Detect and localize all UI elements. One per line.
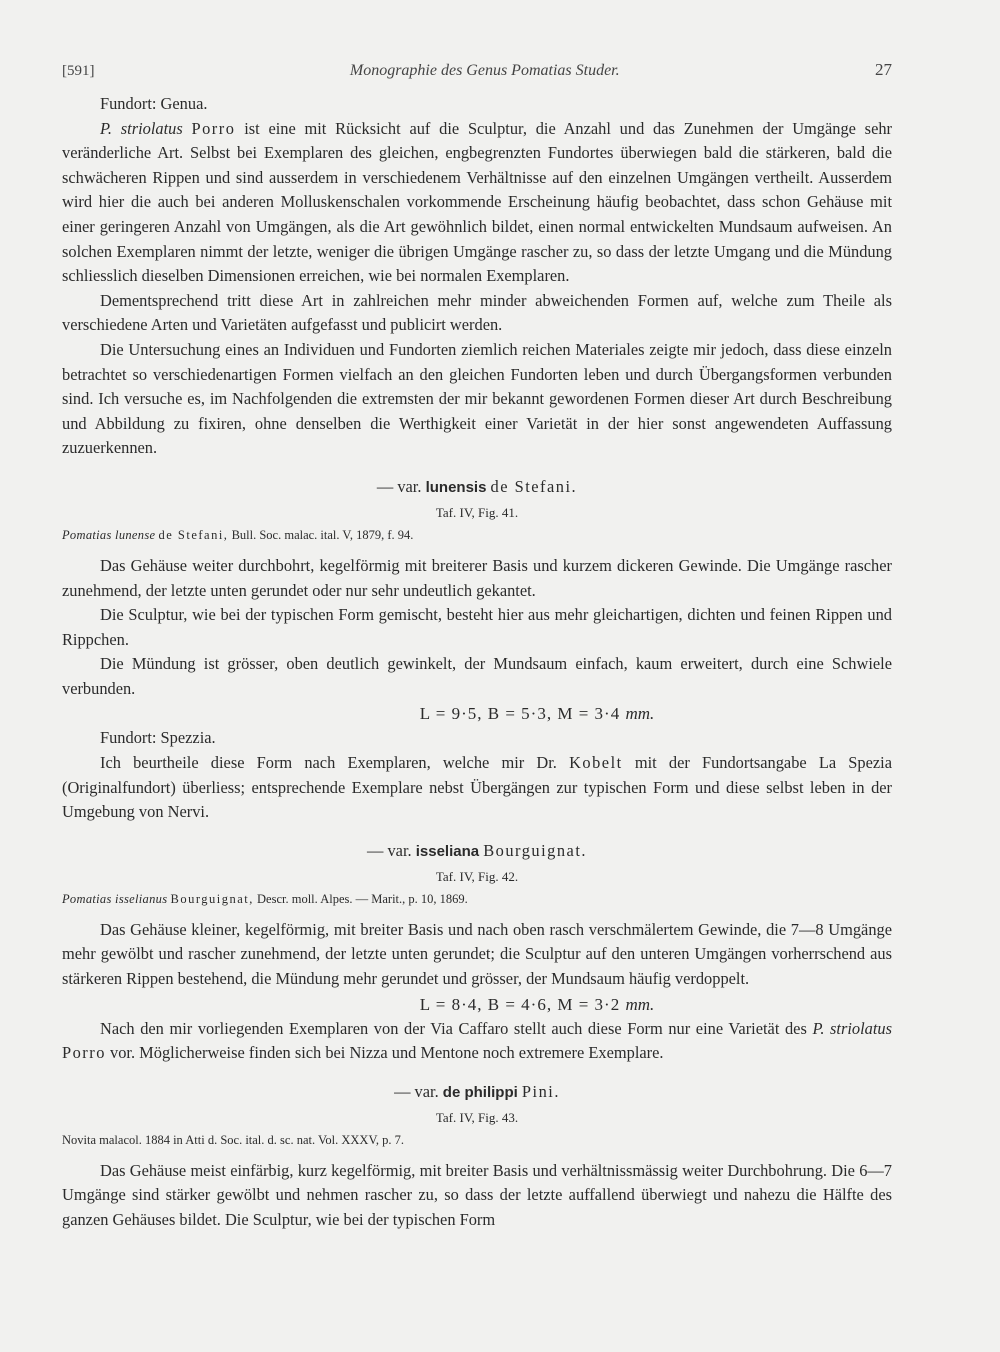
page [62, 60, 892, 1233]
measurements [62, 992, 892, 1017]
ref-author: Bourguignat, [170, 891, 254, 906]
plate-reference: Taf. IV, Fig. 41. [435, 504, 519, 520]
measurement-unit: mm. [625, 994, 655, 1014]
philippi-paragraph-1: Das Gehäuse meist einfärbig, kurz kegelförmig, mit breiter Basis und verhältnissmässig weiter Durchbohrung. Die 6—7 Umgänge sind stärker gewölbt und nehmen rascher zu, so dass der letzte auffallend überwiegt und nahezu die Hälfte des ganzen Gehäuses bildet. Die Sculptur, wie bei der typischen Form [62, 1160, 892, 1229]
var-author: de Stefani. [490, 476, 578, 496]
var-name: de philippi [442, 1083, 518, 1101]
var-author: Pini. [521, 1081, 560, 1101]
measurement-values: L = 8·4, B = 4·6, M = 3·2 [419, 994, 621, 1014]
var-name: isseliana [415, 842, 480, 860]
bibliographic-reference [62, 1131, 892, 1149]
philippi-text [62, 1159, 892, 1233]
intro-paragraph-1-text: ist eine mit Rücksicht auf die Sculptur, die Anzahl und das Zunehmen der Umgänge sehr veränderliche Art. Selbst bei Exemplaren des gleichen, engbegrenzten Fundortes überwiegen bald die stärkeren, bald die schwächeren Rippen und sind ausserdem in verschiedenem Verhältnisse auf den einzelnen Umgängen vertheilt. Ausserdem wird hier die auch bei anderen Molluskenschalen vorkommende Erscheinung häufig beobachtet, dass schon Gehäuse mit einer geringeren Anzahl von Umgängen, als die Art gewöhnlich bildet, einen normal entwickelten Mundsaum aufweisen. An solchen Exemplaren nimmt der letzte, weniger die übrigen Umgänge rascher zu, so dass der letzte Umgang und die Mündung schliesslich dieselben Dimensionen erreichen, wie bei normalen Exemplaren. [62, 118, 892, 286]
measurement-values: L = 9·5, B = 5·3, M = 3·4 [419, 704, 621, 724]
lunensis-p4-b: mit der Fundortsangabe La Spezia (Originalfundort) überliess; entsprechende Exemplare nebst Übergängen zur typischen Form und diese selbst leben in der Umgebung von Nervi. [62, 753, 892, 822]
var-prefix: — var. [367, 840, 412, 860]
heading-var-lunensis [62, 475, 892, 500]
heading-var-isseliana [62, 839, 892, 864]
isseliana-paragraph-2 [62, 1017, 892, 1066]
ref-taxon: Pomatias lunense [62, 527, 156, 542]
intro-paragraph-2: Dementsprechend tritt diese Art in zahlreichen mehr minder abweichenden Formen auf, welche zum Theile als verschiedene Arten und Varietäten aufgefasst und publicirt werden. [62, 290, 892, 335]
running-header [62, 60, 892, 84]
species-name: P. striolatus [812, 1018, 892, 1038]
lunensis-p4-a: Ich beurtheile diese Form nach Exemplaren, welche mir Dr. [100, 753, 570, 773]
ref-taxon: Pomatias isselianus [62, 891, 168, 906]
person-name: Kobelt [569, 753, 623, 773]
lunensis-paragraph-1: Das Gehäuse weiter durchbohrt, kegelförmig mit breiterer Basis und kurzem dickeren Gewinde. Die Umgänge rascher zunehmend, der letzte unten gerundet oder nur sehr undeutlich gekantet. [62, 555, 892, 600]
running-title: Monographie des Genus Pomatias Studer. [349, 62, 620, 79]
measurement-unit: mm. [625, 704, 655, 724]
fundort-spezzia: Fundort: Spezzia. [100, 728, 216, 748]
measurements [62, 701, 892, 726]
lunensis-text [62, 554, 892, 825]
lunensis-paragraph-2: Die Sculptur, wie bei der typischen Form gemischt, besteht hier aus mehr gleichartigen, dichten und feinen Rippen und Rippchen. [62, 605, 892, 649]
heading-var-de-philippi [62, 1080, 892, 1105]
intro-section [62, 92, 892, 461]
ref-source: Descr. moll. Alpes. — Marit., p. 10, 1869. [257, 891, 468, 906]
lunensis-paragraph-4 [62, 751, 892, 825]
plate-reference: Taf. IV, Fig. 42. [435, 868, 519, 884]
intro-paragraph-1 [62, 117, 892, 289]
section-var-isseliana [62, 839, 892, 1066]
var-prefix: — var. [376, 476, 422, 496]
page-reference: [591] [62, 63, 95, 79]
var-prefix: — var. [394, 1081, 439, 1101]
bibliographic-reference [62, 890, 892, 908]
isseliana-text [62, 918, 892, 1066]
isseliana-p2-a: Nach den mir vorliegenden Exemplaren von der Via Caffaro stellt auch diese Form nur eine Varietät des [100, 1018, 813, 1038]
var-author: Bourguignat. [483, 840, 587, 860]
var-name: lunensis [425, 478, 487, 496]
ref-source: Bull. Soc. malac. ital. V, 1879, f. 94. [231, 527, 414, 542]
ref-source: Novita malacol. 1884 in Atti d. Soc. ital. d. sc. nat. Vol. XXXV, p. 7. [62, 1132, 404, 1147]
ref-author: de Stefani, [158, 527, 229, 542]
isseliana-p2-b: vor. Möglicherweise finden sich bei Nizza und Mentone noch extremere Exemplare. [105, 1043, 664, 1063]
section-var-de-philippi [62, 1080, 892, 1233]
species-author: Porro [191, 118, 236, 138]
page-number: 27 [874, 60, 892, 79]
lunensis-paragraph-3: Die Mündung ist grösser, oben deutlich gewinkelt, der Mundsaum einfach, kaum erweitert, durch eine Schwiele verbunden. [62, 654, 892, 698]
intro-paragraph-3: Die Untersuchung eines an Individuen und Fundorten ziemlich reichen Materiales zeigte mir jedoch, dass diese einzeln betrachtet so verschiedenartigen Formen vielfach an den gleichen Fundorten leben und durch Übergangsformen verbunden sind. Ich versuche es, im Nachfolgenden die extremsten der mir bekannt gewordenen Formen dieser Art durch Beschreibung und Abbildung zu fixiren, ohne denselben die Werthigkeit einer Varietät in der hier sonst angewendeten Auffassung zuzuerkennen. [62, 339, 892, 458]
bibliographic-reference [62, 526, 892, 544]
plate-reference: Taf. IV, Fig. 43. [435, 1109, 519, 1125]
species-author: Porro [62, 1043, 106, 1063]
species-name: P. striolatus [100, 118, 183, 138]
fundort-genua: Fundort: Genua. [100, 94, 208, 113]
isseliana-paragraph-1: Das Gehäuse kleiner, kegelförmig, mit breiter Basis und nach oben rasch verschmälertem Gewinde, die 7—8 Umgänge mehr gewölbt und rascher zunehmend, der letzte unten gerundet; die Sculptur auf den unteren Umgängen vorherrschend aus stärkeren Rippen bestehend, die Mündung mehr gerundet und grösser, der Mundsaum häufig verdoppelt. [62, 919, 892, 989]
section-var-lunensis [62, 475, 892, 825]
